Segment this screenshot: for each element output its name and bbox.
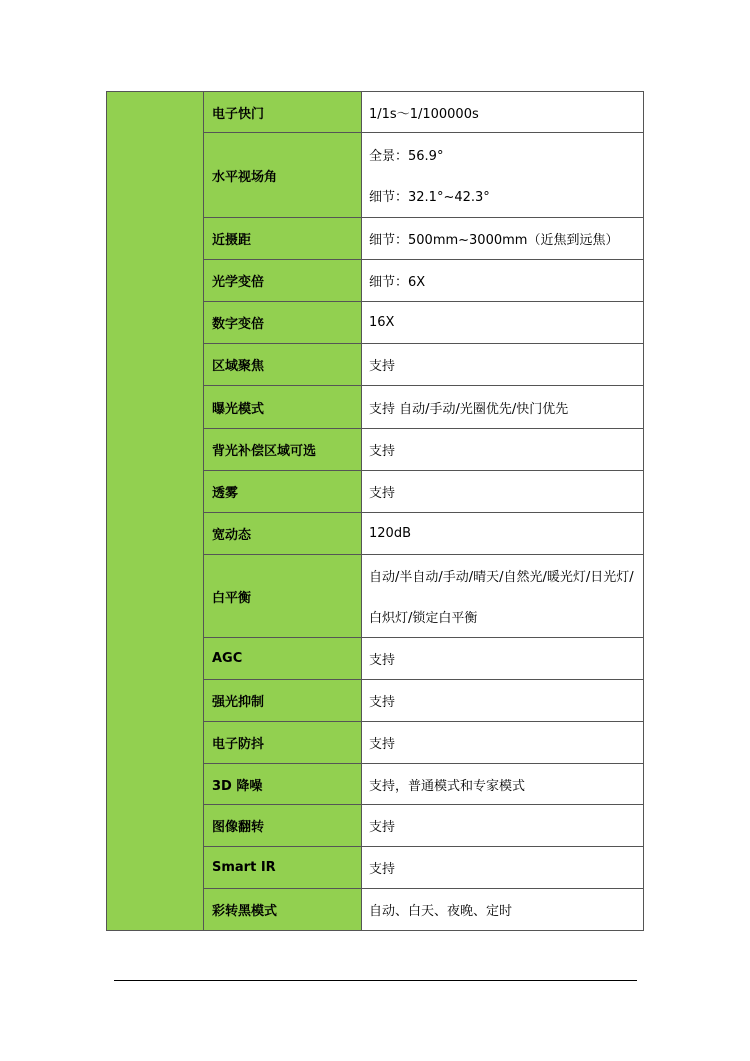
spec-name: 宽动态 bbox=[204, 513, 362, 555]
spec-value-line: 支持 bbox=[369, 653, 396, 668]
spec-value-line: 支持 bbox=[369, 444, 396, 459]
spec-table-body bbox=[107, 92, 644, 931]
spec-value-line: 16X bbox=[369, 315, 395, 330]
spec-name: 强光抑制 bbox=[204, 680, 362, 722]
spec-value-line: 细节：32.1°~42.3° bbox=[369, 190, 490, 205]
spec-value-line: 支持，普通模式和专家模式 bbox=[369, 778, 526, 794]
spec-value-line: 120dB bbox=[369, 526, 411, 541]
spec-value bbox=[362, 555, 644, 638]
spec-value-line: 自动、白天、夜晚、定时 bbox=[369, 904, 513, 919]
spec-name: 数字变倍 bbox=[204, 302, 362, 344]
spec-value-line: 支持 自动/手动/光圈优先/快门优先 bbox=[369, 401, 569, 417]
spec-name: 近摄距 bbox=[204, 218, 362, 260]
category-cell bbox=[107, 92, 204, 931]
spec-value-line: 1/1s～1/100000s bbox=[369, 106, 479, 122]
spec-name: 图像翻转 bbox=[204, 805, 362, 847]
spec-name: AGC bbox=[204, 638, 362, 680]
spec-value-line: 支持 bbox=[369, 486, 396, 501]
spec-name: 彩转黑模式 bbox=[204, 889, 362, 931]
spec-name: 白平衡 bbox=[204, 555, 362, 638]
spec-value bbox=[362, 92, 644, 133]
spec-value-line: 支持 bbox=[369, 359, 396, 374]
spec-name: 透雾 bbox=[204, 471, 362, 513]
spec-value bbox=[362, 805, 644, 847]
spec-value-line: 自动/半自动/手动/晴天/自然光/暖光灯/日光灯/ bbox=[369, 570, 634, 585]
spec-value-line: 支持 bbox=[369, 862, 396, 877]
spec-name: 光学变倍 bbox=[204, 260, 362, 302]
spec-name: Smart IR bbox=[204, 847, 362, 889]
spec-value bbox=[362, 764, 644, 805]
footer-divider bbox=[114, 980, 637, 981]
spec-value bbox=[362, 344, 644, 386]
spec-name: 电子快门 bbox=[204, 92, 362, 133]
spec-value bbox=[362, 680, 644, 722]
spec-value bbox=[362, 260, 644, 302]
spec-value-line: 细节：6X bbox=[369, 275, 426, 290]
spec-value-line: 细节：500mm~3000mm（近焦到远焦） bbox=[369, 233, 619, 248]
spec-value-line: 支持 bbox=[369, 695, 396, 710]
spec-name: 区域聚焦 bbox=[204, 344, 362, 386]
spec-value bbox=[362, 302, 644, 344]
spec-value bbox=[362, 471, 644, 513]
spec-value bbox=[362, 513, 644, 555]
spec-value bbox=[362, 386, 644, 429]
spec-value-line: 白炽灯/锁定白平衡 bbox=[369, 611, 478, 626]
spec-name: 水平视场角 bbox=[204, 133, 362, 218]
spec-value bbox=[362, 847, 644, 889]
spec-value bbox=[362, 218, 644, 260]
spec-value-line: 全景：56.9° bbox=[369, 149, 444, 164]
spec-name: 背光补偿区域可选 bbox=[204, 429, 362, 471]
spec-value bbox=[362, 429, 644, 471]
spec-value bbox=[362, 889, 644, 931]
spec-name: 曝光模式 bbox=[204, 386, 362, 429]
spec-value-line: 支持 bbox=[369, 820, 396, 835]
spec-value bbox=[362, 638, 644, 680]
spec-value bbox=[362, 722, 644, 764]
spec-table bbox=[106, 91, 644, 931]
spec-name: 3D 降噪 bbox=[204, 764, 362, 805]
spec-value-line: 支持 bbox=[369, 737, 396, 752]
spec-value bbox=[362, 133, 644, 218]
spec-row bbox=[107, 92, 644, 133]
spec-name: 电子防抖 bbox=[204, 722, 362, 764]
